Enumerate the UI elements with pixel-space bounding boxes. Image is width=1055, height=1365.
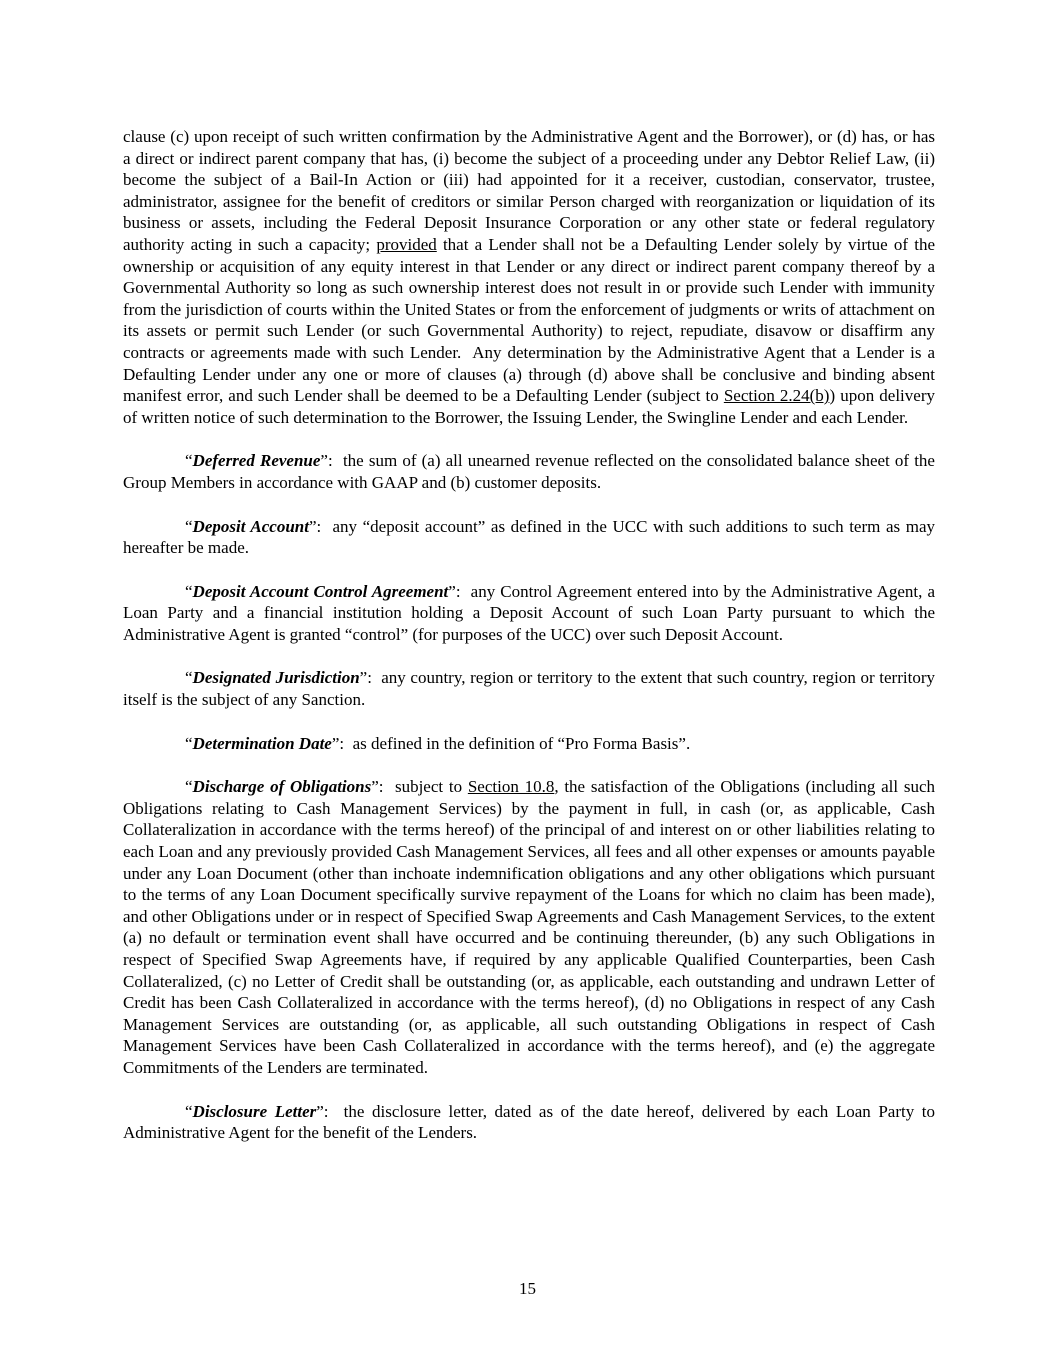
defined-term: Designated Jurisdiction <box>192 668 360 688</box>
page-number: 15 <box>519 1279 536 1298</box>
defined-term: Discharge of Obligations <box>192 777 372 797</box>
defined-term: Deposit Account <box>192 516 309 536</box>
text-run: ”: the disclosure letter, dated as of the date hereof, delivered by each Loan Party to Administrative Agent for the benefit of the Lenders. <box>123 1101 935 1143</box>
text-run: that a Lender shall not be a Defaulting Lender solely by virtue of the ownership or acquisition of any equity interest in that Lender or any direct or indirect parent company thereof by a Governmental Authority so long as such ownership interest does not result in or provide such Lender with immunity from the jurisdiction of courts within the United States or from the enforcement of judgments or writs of attachment on its assets or permit such Lender (or such Governmental Authority) to reject, repudiate, disavow or disaffirm any contracts or agreements made with such Lender. Any determination by the Administrative Agent that a Lender is a Defaulting Lender under any one or more of clauses (a) through (d) above shall be conclusive and binding absent manifest error, and such Lender shall be deemed to be a Defaulting Lender (subject to <box>123 234 935 406</box>
text-run: “ <box>185 733 193 753</box>
defined-term: Disclosure Letter <box>192 1101 317 1121</box>
text-run: “ <box>185 777 193 797</box>
paragraph <box>123 733 935 755</box>
text-run: ”: any Control Agreement entered into by the Administrative Agent, a Loan Party and a financial institution holding a Deposit Account of such Loan Party pursuant to which the Administrative Agent is granted “control” (for purposes of the UCC) over such Deposit Account. <box>123 581 935 644</box>
text-run: ”: any “deposit account” as defined in the UCC with such additions to such term as may hereafter be made. <box>123 516 935 558</box>
paragraph <box>123 667 935 710</box>
text-run: “ <box>185 451 193 471</box>
defined-term: Deferred Revenue <box>192 451 321 471</box>
text-run: clause (c) upon receipt of such written confirmation by the Administrative Agent and the Borrower), or (d) has, or has a direct or indirect parent company that has, (i) become the subject of a proceeding under any Debtor Relief Law, (ii) become the subject of a Bail-In Action or (iii) had appointed for it a receiver, custodian, conservator, trustee, administrator, assignee for the benefit of creditors or similar Person charged with reorganization or liquidation of its business or assets, including the Federal Deposit Insurance Corporation or any other state or federal regulatory authority acting in such a capacity; <box>123 127 935 254</box>
text-run: ”: any country, region or territory to the extent that such country, region or territory itself is the subject of any Sanction. <box>123 668 935 710</box>
paragraph <box>123 1101 935 1144</box>
paragraph <box>123 450 935 493</box>
section-reference: Section 10.8 <box>467 777 555 797</box>
text-run: “ <box>185 581 193 601</box>
text-run: ”: the sum of (a) all unearned revenue reflected on the consolidated balance sheet of the Group Members in accordance with GAAP and (b) customer deposits. <box>123 451 935 492</box>
text-run: ”: subject to <box>371 777 468 797</box>
text-run: “ <box>185 668 193 688</box>
paragraph <box>123 776 935 1078</box>
section-reference: provided <box>376 234 437 254</box>
defined-term: Deposit Account Control Agreement <box>192 581 449 601</box>
paragraph <box>123 126 935 428</box>
text-run: “ <box>185 1101 193 1121</box>
text-run: , the satisfaction of the Obligations (including all such Obligations relating to Cash Management Services) by the payment in full, in cash (or, as applicable, Cash Collateralization in accordance with the terms hereof) of the principal of and interest on or other liabilities relating to each Loan and any previously provided Cash Management Services, all fees and all other expenses or amounts payable under any Loan Document (other than inchoate indemnification obligations and any other obligations which pursuant to the terms of any Loan Document specifically survive repayment of the Loans for which no claim has been made), and other Obligations under or in respect of Specified Swap Agreements and Cash Management Services, to the extent (a) no default or termination event shall have occurred and be continuing thereunder, (b) any such Obligations in respect of Specified Swap Agreements have, if required by any applicable Qualified Counterparties, been Cash Collateralized, (c) no Letter of Credit shall be outstanding (or, as applicable, each outstanding and undrawn Letter of Credit has been Cash Collateralized in accordance with the terms hereof), (d) no Obligations in respect of any Cash Management Services are outstanding (or, as applicable, all such outstanding Obligations in respect of Cash Management Services have been Cash Collateralized in accordance with the terms hereof), and (e) the aggregate Commitments of the Lenders are terminated. <box>123 777 935 1077</box>
document-body <box>123 126 935 1166</box>
paragraph <box>123 581 935 646</box>
text-run: “ <box>185 516 193 536</box>
section-reference: Section 2.24(b) <box>723 386 830 406</box>
text-run: ”: as defined in the definition of “Pro Forma Basis”. <box>331 733 691 753</box>
text-run: ) upon delivery of written notice of such determination to the Borrower, the Issuing Lender, the Swingline Lender and each Lender. <box>123 386 935 427</box>
defined-term: Determination Date <box>192 733 332 753</box>
paragraph <box>123 516 935 559</box>
